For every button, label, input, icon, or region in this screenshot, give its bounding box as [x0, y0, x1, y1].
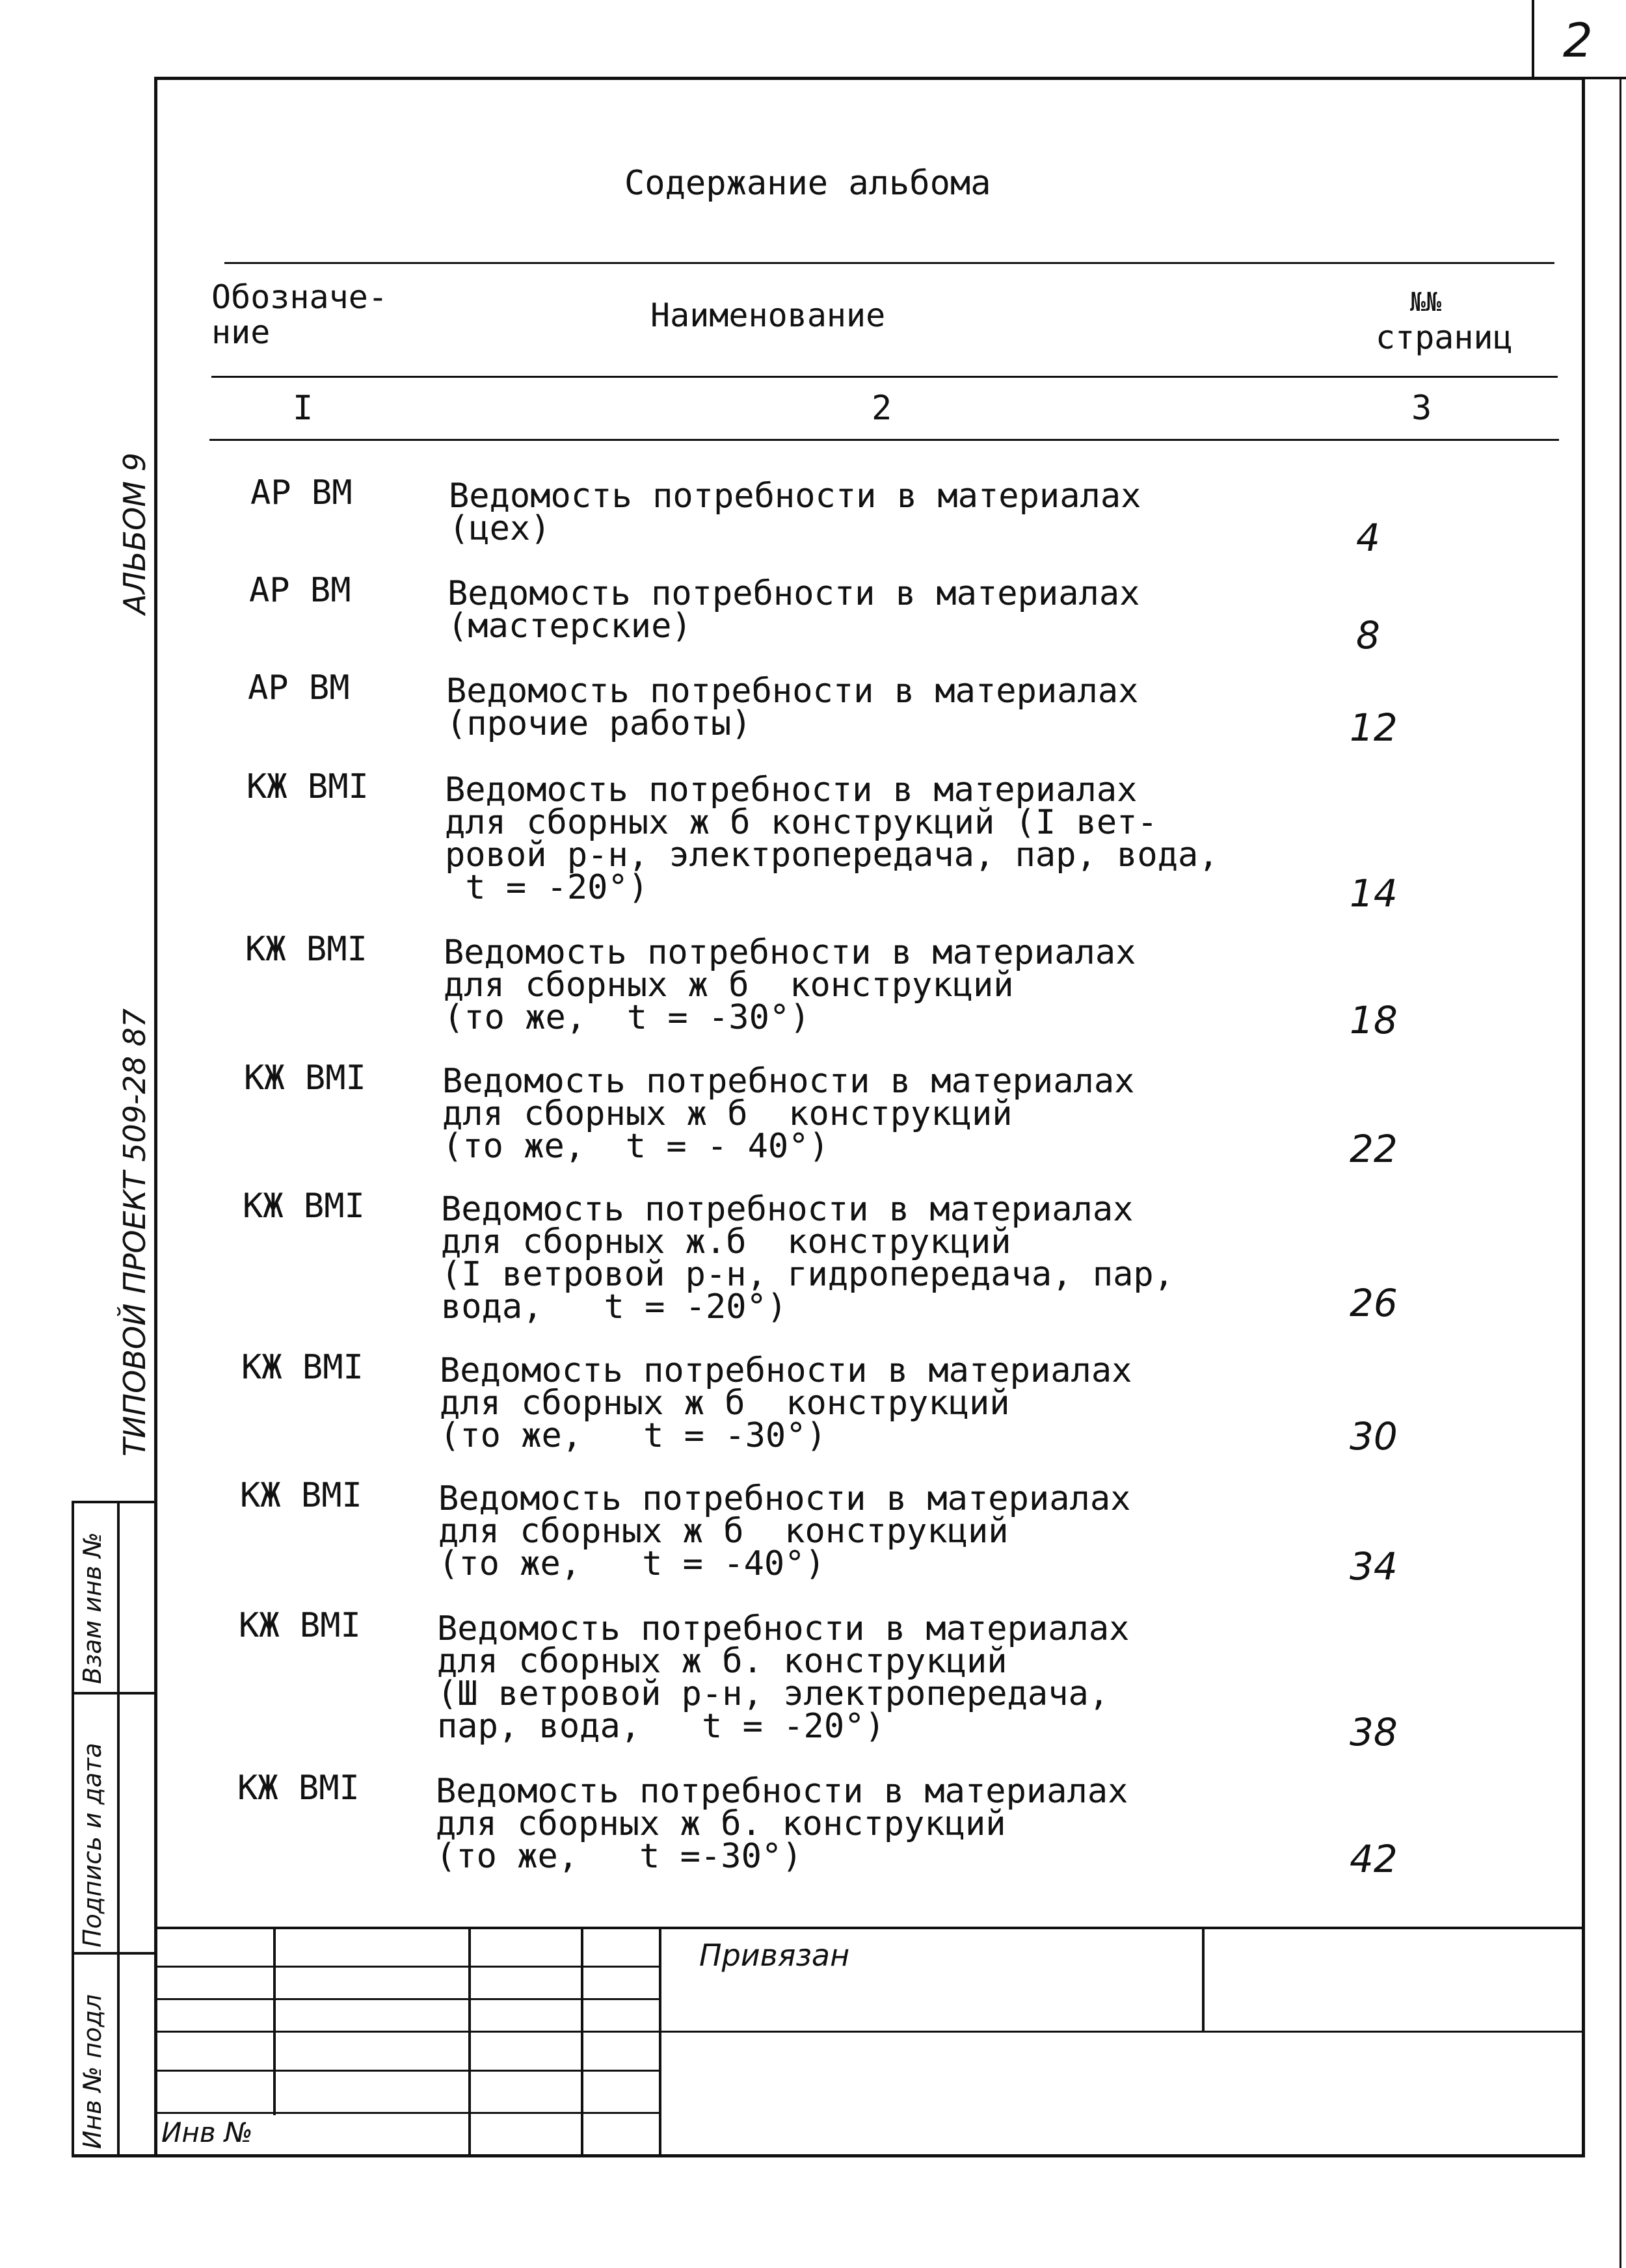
row-name: Ведомость потребности в материалах для сборных ж б конструкций (I вет- ровой р-н, электропередача, пар, вода, t = -20°)	[445, 771, 1219, 907]
row-name: Ведомость потребности в материалах для сборных ж б. конструкций (то же, t =-30°)	[436, 1772, 1128, 1876]
side-inv-podl-label: Инв № подл	[78, 1994, 107, 2149]
stamp-row-5	[154, 2112, 661, 2114]
page-title: Содержание альбома	[624, 164, 991, 203]
stamp-row-3	[154, 2031, 1585, 2033]
left-stamp-sep-1	[72, 1692, 157, 1694]
row-page: 8	[1356, 613, 1380, 657]
row-code: КЖ ВМI	[244, 1059, 366, 1098]
side-album-label: АЛЬБОМ 9	[117, 453, 152, 614]
stamp-privyazan: Привязан	[699, 1938, 850, 1973]
row-name: Ведомость потребности в материалах для сборных ж.б конструкций (I ветровой р-н, гидропередача, пар, вода, t = -20°)	[441, 1190, 1175, 1326]
side-podpis-label: Подпись и дата	[78, 1743, 107, 1947]
row-code: АР ВМ	[250, 473, 353, 512]
column-number-1: I	[293, 389, 313, 428]
header-name: Наименование	[650, 297, 886, 334]
stamp-row-1	[154, 1966, 661, 1968]
left-stamp-inner	[117, 1502, 120, 2157]
page-number: 2	[1563, 13, 1593, 68]
stamp-top	[154, 1927, 1585, 1929]
frame-right	[1582, 77, 1585, 2157]
stamp-col-1	[273, 1927, 276, 2115]
row-page: 12	[1350, 705, 1398, 750]
row-code: АР ВМ	[248, 668, 350, 707]
row-page: 34	[1350, 1544, 1398, 1589]
column-number-2: 2	[872, 389, 892, 428]
stamp-col-3	[581, 1927, 583, 2154]
row-code: КЖ ВМI	[243, 1187, 365, 1226]
row-name: Ведомость потребности в материалах для сборных ж б конструкций (то же, t = -40°)	[438, 1479, 1131, 1583]
row-code: КЖ ВМI	[241, 1348, 364, 1387]
stamp-row-4	[154, 2070, 661, 2072]
left-stamp-top	[72, 1501, 157, 1503]
row-name: Ведомость потребности в материалах (мастерские)	[447, 574, 1140, 646]
row-name: Ведомость потребности в материалах (прочие работы)	[446, 672, 1139, 743]
frame-top	[154, 77, 1585, 80]
stamp-col-2	[468, 1927, 471, 2154]
row-name: Ведомость потребности в материалах для сборных ж б конструкций (то же, t = -30°)	[444, 933, 1136, 1037]
row-code: КЖ ВМI	[239, 1606, 361, 1645]
frame-right-outer	[1619, 77, 1621, 2268]
frame-bottom	[72, 2154, 1585, 2157]
header-top-line	[224, 262, 1554, 264]
stamp-col-4	[659, 1927, 661, 2154]
row-page: 18	[1350, 998, 1398, 1042]
row-code: КЖ ВМI	[237, 1769, 360, 1808]
row-page: 4	[1356, 516, 1380, 560]
side-vzam-label: Взам инв №	[78, 1532, 107, 1684]
row-name: Ведомость потребности в материалах для сборных ж б конструкций (то же, t = -30°)	[440, 1351, 1132, 1455]
row-code: КЖ ВМI	[247, 767, 369, 806]
row-name: Ведомость потребности в материалах для сборных ж б. конструкций (Ш ветровой р-н, электропередача, пар, вода, t = -20°)	[437, 1609, 1130, 1746]
page-number-box	[1532, 0, 1626, 78]
stamp-col-5	[1202, 1927, 1205, 2031]
header-pages-sign: №№	[1410, 287, 1442, 317]
side-project-label: ТИПОВОЙ ПРОЕКТ 509-28 87	[117, 1008, 152, 1457]
row-page: 22	[1350, 1127, 1398, 1171]
header-pages-label: страниц	[1376, 319, 1513, 356]
stamp-row-2	[154, 1998, 661, 2000]
row-code: КЖ ВМI	[245, 930, 367, 969]
row-name: Ведомость потребности в материалах для сборных ж б конструкций (то же, t = - 40°)	[442, 1062, 1135, 1166]
row-page: 42	[1350, 1837, 1398, 1881]
header-mid-line	[211, 376, 1558, 378]
header-bottom-line	[209, 439, 1559, 441]
row-page: 14	[1350, 871, 1398, 916]
header-designation: Обозначе- ние	[211, 278, 388, 351]
left-stamp-outer	[72, 1502, 74, 2157]
left-stamp-sep-2	[72, 1952, 157, 1955]
row-name: Ведомость потребности в материалах (цех)	[449, 477, 1141, 548]
row-page: 38	[1350, 1710, 1398, 1754]
row-page: 30	[1350, 1414, 1398, 1458]
row-code: АР ВМ	[249, 571, 351, 610]
stamp-inv: Инв №	[161, 2116, 253, 2148]
frame-left	[154, 77, 157, 2157]
row-page: 26	[1350, 1281, 1398, 1325]
column-number-3: 3	[1411, 389, 1432, 428]
row-code: КЖ ВМI	[240, 1476, 362, 1515]
